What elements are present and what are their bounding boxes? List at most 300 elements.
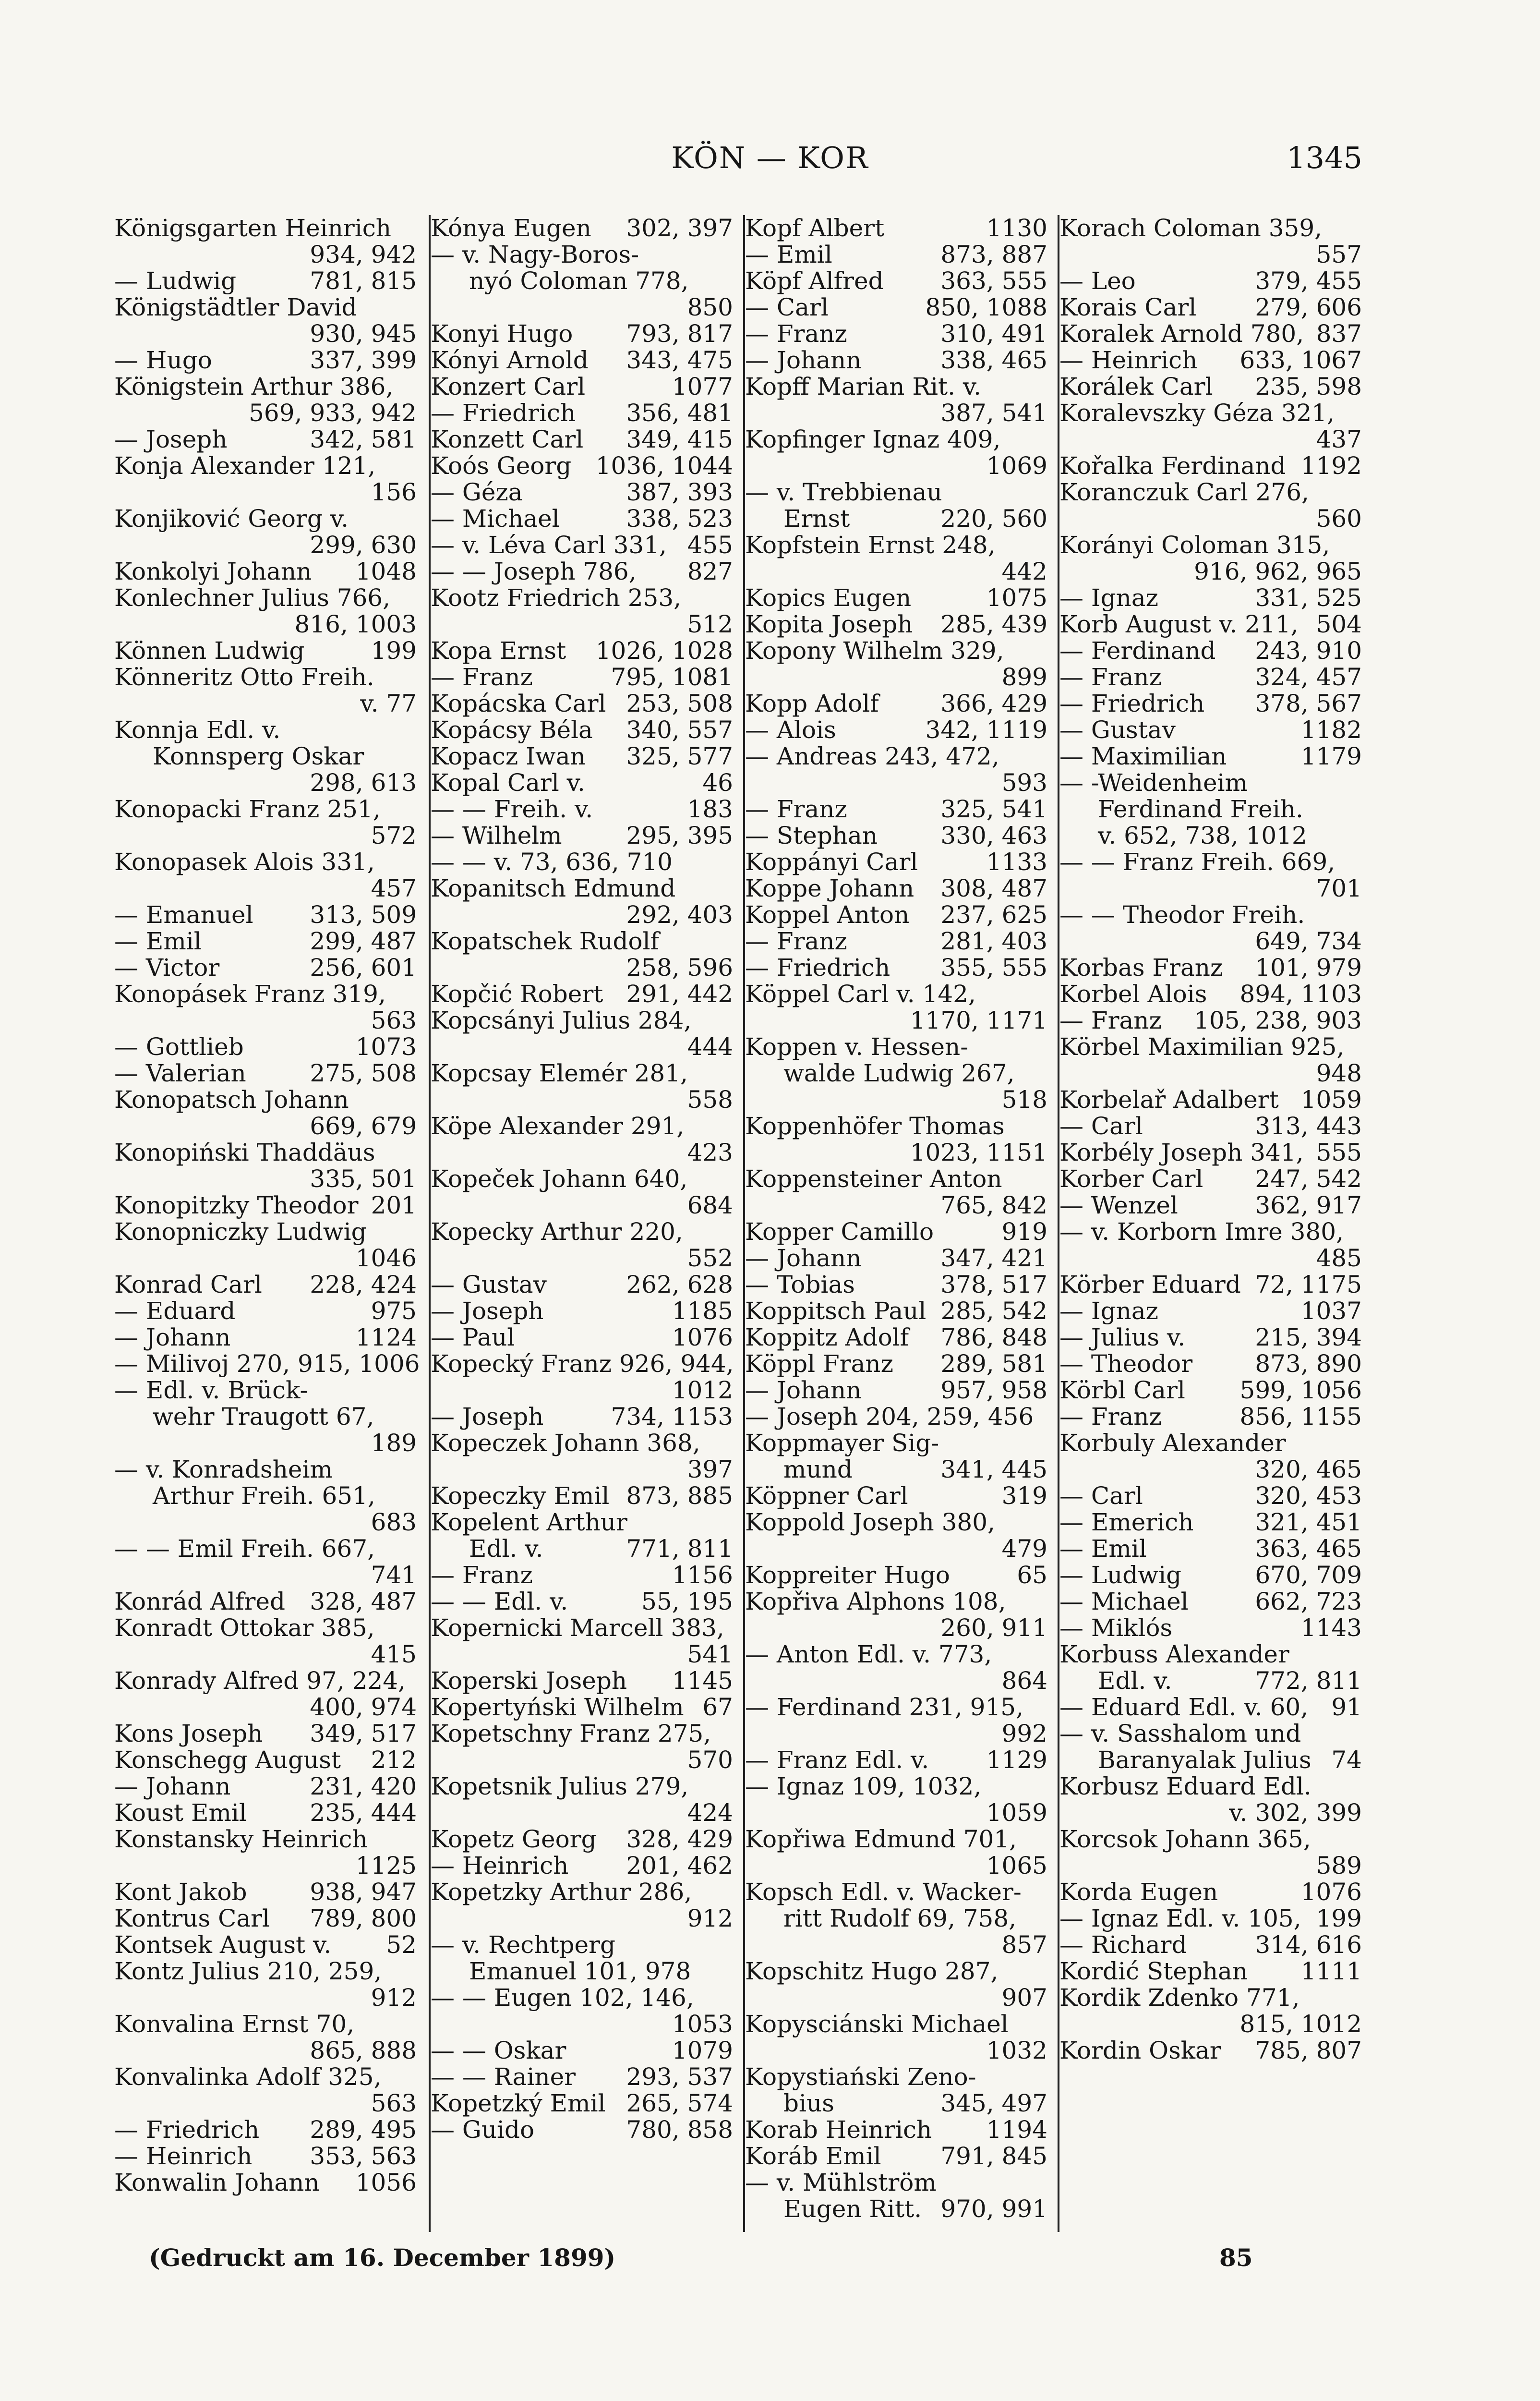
entry-name: — Johann — [114, 1772, 231, 1800]
entry-name: Kopertyński Wilhelm — [431, 1693, 684, 1721]
entry-name: Kopics Eugen — [745, 584, 912, 612]
entry-page-refs: 101, 979 — [1255, 954, 1362, 982]
entry-page-refs: 479 — [1001, 1535, 1047, 1563]
entry-page-refs: 857 — [1001, 1931, 1047, 1959]
index-entry — [745, 1589, 1047, 1641]
entry-page-refs: 201 — [371, 1191, 417, 1219]
index-entry — [114, 955, 417, 981]
entry-name: Koppitsch Paul — [745, 1297, 926, 1325]
index-entry — [431, 1958, 733, 1985]
entry-page-refs: 518 — [1001, 1086, 1047, 1114]
entry-name: — Edl. v. Brück- — [114, 1376, 308, 1404]
index-entry — [114, 558, 417, 585]
index-entry — [745, 1060, 1047, 1113]
entry-page-refs: 504 — [1316, 610, 1362, 638]
index-entry — [114, 1272, 417, 1298]
entry-name: Kopal Carl v. — [431, 769, 585, 797]
index-entry — [431, 2090, 733, 2117]
entry-name: Kopetz Georg — [431, 1825, 597, 1853]
entry-name: Königsgarten Heinrich — [114, 214, 391, 242]
entry-name: — Ignaz — [1059, 584, 1159, 612]
entry-page-refs: 873, 887 — [940, 241, 1047, 268]
entry-name: Köpe Alexander 291, — [431, 1112, 685, 1140]
index-entry — [114, 1826, 417, 1879]
index-entry — [745, 532, 1047, 585]
entry-page-refs: 1192 — [1300, 452, 1362, 480]
entry-name: Konyi Hugo — [431, 320, 573, 348]
entry-page-refs: 541 — [687, 1640, 733, 1668]
entry-page-refs: 485 — [1316, 1244, 1362, 1272]
entry-name: Korbuly Alexander — [1059, 1429, 1286, 1457]
entry-page-refs: 1073 — [355, 1033, 417, 1061]
index-entry — [431, 1007, 733, 1060]
entry-page-refs: 442 — [1001, 558, 1047, 585]
entry-page-refs: 328, 429 — [626, 1825, 733, 1853]
index-entry — [114, 1377, 417, 1404]
index-entry — [745, 875, 1047, 902]
entry-name: Korbelař Adalbert — [1059, 1086, 1279, 1114]
index-entry — [431, 796, 733, 823]
entry-name: Korbuss Alexander — [1059, 1640, 1289, 1668]
entry-page-refs: 310, 491 — [940, 320, 1047, 348]
entry-page-refs: 201, 462 — [626, 1852, 733, 1880]
entry-page-refs: 231, 420 — [310, 1772, 417, 1800]
entry-name: — Julius v. — [1059, 1323, 1186, 1351]
entry-page-refs: 243, 910 — [1255, 637, 1362, 665]
index-entry — [431, 2064, 733, 2090]
entry-page-refs: 1026, 1028 — [595, 637, 733, 665]
index-entry — [745, 2090, 1047, 2117]
index-column-3 — [743, 215, 1050, 2232]
index-entry — [431, 849, 733, 875]
entry-name: — Miklós — [1059, 1614, 1173, 1642]
index-entry — [114, 1087, 417, 1140]
entry-page-refs: 320, 465 — [1255, 1455, 1362, 1483]
entry-name: Konjiković Georg v. — [114, 505, 349, 533]
index-entry — [114, 1905, 417, 1932]
entry-page-refs: 247, 542 — [1255, 1165, 1362, 1193]
index-entry — [431, 1324, 733, 1351]
entry-name: — Ignaz — [1059, 1297, 1159, 1325]
entry-page-refs: 572 — [371, 822, 417, 849]
entry-name: Kopsch Edl. v. Wacker- — [745, 1878, 1022, 1906]
index-entry — [1059, 1747, 1362, 1773]
index-entry — [1059, 453, 1362, 479]
entry-page-refs: 560 — [1316, 505, 1362, 533]
entry-name: Koppel Anton — [745, 901, 910, 929]
entry-name: Kopystiański Zeno- — [745, 2063, 976, 2091]
entry-page-refs: 1032 — [986, 2037, 1047, 2064]
entry-page-refs: 338, 523 — [626, 505, 733, 533]
index-entry — [114, 1034, 417, 1060]
entry-name: Kootz Friedrich 253, — [431, 584, 682, 612]
entry-name: Koralek Arnold 780, — [1059, 320, 1304, 348]
index-entry — [1059, 1351, 1362, 1377]
entry-page-refs: 734, 1153 — [611, 1403, 733, 1431]
index-entry — [1059, 770, 1362, 796]
entry-name: Kopřiva Alphons 108, — [745, 1588, 1006, 1615]
entry-name: — Franz — [745, 927, 847, 955]
entry-page-refs: 907 — [1001, 1984, 1047, 2012]
entry-name: Kopschitz Hugo 287, — [745, 1957, 999, 1985]
entry-name: — Emanuel — [114, 901, 253, 929]
entry-name: Edl. v. — [469, 1535, 543, 1563]
index-entry — [431, 268, 733, 321]
entry-page-refs: 275, 508 — [310, 1059, 417, 1087]
entry-name: — Ignaz 109, 1032, — [745, 1772, 982, 1800]
entry-page-refs: 948 — [1316, 1059, 1362, 1087]
entry-name: Kopff Marian Rit. v. — [745, 373, 982, 400]
entry-page-refs: 558 — [687, 1086, 733, 1114]
entry-page-refs: 1170, 1171 — [910, 1006, 1047, 1034]
entry-page-refs: 786, 848 — [940, 1323, 1047, 1351]
index-entry — [114, 664, 417, 717]
entry-name: Ernst — [783, 505, 850, 533]
entry-name: Kopfinger Ignaz 409, — [745, 425, 1001, 453]
entry-page-refs: 670, 709 — [1255, 1561, 1362, 1589]
sheet-signature: 85 — [1219, 2243, 1253, 2272]
index-entry — [1059, 1166, 1362, 1192]
index-entry — [114, 1879, 417, 1905]
entry-name: — Ignaz Edl. v. 105, — [1059, 1904, 1301, 1932]
index-entry — [114, 849, 417, 902]
index-entry — [745, 743, 1047, 796]
index-entry — [745, 849, 1047, 875]
index-entry — [745, 1826, 1047, 1879]
index-entry — [745, 638, 1047, 691]
entry-name: — Joseph — [431, 1403, 544, 1431]
entry-page-refs: 314, 616 — [1255, 1931, 1362, 1959]
entry-name: — — Theodor Freih. — [1059, 901, 1305, 929]
entry-name: Kopita Joseph — [745, 610, 913, 638]
entry-name: — Leo — [1059, 267, 1136, 295]
entry-page-refs: 1053 — [672, 2010, 733, 2038]
entry-page-refs: 1077 — [672, 373, 733, 400]
index-entry — [745, 1905, 1047, 1958]
entry-page-refs: 46 — [702, 769, 733, 797]
entry-page-refs: 557 — [1316, 241, 1362, 268]
index-entry — [114, 1958, 417, 2011]
entry-name: — Gottlieb — [114, 1033, 244, 1061]
entry-page-refs: 331, 525 — [1255, 584, 1362, 612]
entry-name: Korányi Coloman 315, — [1059, 531, 1330, 559]
index-entry — [1059, 743, 1362, 770]
index-entry — [1059, 1324, 1362, 1351]
entry-name: Koperski Joseph — [431, 1667, 627, 1695]
index-entry — [745, 717, 1047, 743]
entry-name: — Carl — [745, 293, 829, 321]
index-entry — [1059, 1879, 1362, 1905]
index-entry — [114, 1773, 417, 1800]
index-entry — [745, 1272, 1047, 1298]
index-entry — [431, 1351, 733, 1404]
index-entry — [114, 1747, 417, 1773]
index-entry — [745, 242, 1047, 268]
entry-name: Köppl Franz — [745, 1350, 893, 1378]
entry-page-refs: 916, 962, 965 — [1194, 558, 1362, 585]
entry-page-refs: 281, 403 — [940, 927, 1047, 955]
entry-page-refs: 850 — [687, 293, 733, 321]
entry-page-refs: 1075 — [986, 584, 1047, 612]
entry-name: — Eduard — [114, 1297, 236, 1325]
entry-page-refs: 1048 — [355, 558, 417, 585]
index-entry — [745, 215, 1047, 242]
entry-page-refs: 308, 487 — [940, 874, 1047, 902]
index-entry — [1059, 823, 1362, 849]
entry-name: Kopetzký Emil — [431, 2089, 606, 2117]
entry-name: Kontz Julius 210, 259, — [114, 1957, 382, 1985]
entry-page-refs: 262, 628 — [626, 1271, 733, 1298]
entry-page-refs: 1143 — [1300, 1614, 1362, 1642]
index-entry — [431, 664, 733, 691]
entry-name: Kontrus Carl — [114, 1904, 270, 1932]
entry-page-refs: 899 — [1001, 663, 1047, 691]
entry-page-refs: 256, 601 — [310, 954, 417, 982]
entry-page-refs: 325, 577 — [626, 742, 733, 770]
index-entry — [745, 294, 1047, 321]
index-entry — [114, 506, 417, 558]
index-entry — [1059, 1694, 1362, 1721]
index-entry — [745, 611, 1047, 638]
entry-name: Konnsperg Oskar — [153, 742, 364, 770]
index-entry — [1059, 1034, 1362, 1087]
entry-page-refs: 957, 958 — [940, 1376, 1047, 1404]
index-entry — [431, 374, 733, 400]
entry-name: Köpf Alfred — [745, 267, 884, 295]
index-entry — [431, 1113, 733, 1166]
index-entry — [431, 2037, 733, 2064]
entry-page-refs: 349, 415 — [626, 425, 733, 453]
entry-name: Korber Carl — [1059, 1165, 1203, 1193]
entry-name: — Guido — [431, 2116, 535, 2144]
entry-name: Körber Eduard — [1059, 1271, 1241, 1298]
entry-page-refs: 873, 890 — [1255, 1350, 1362, 1378]
entry-page-refs: 362, 917 — [1255, 1191, 1362, 1219]
entry-page-refs: 649, 734 — [1255, 927, 1362, 955]
entry-name: Köppner Carl — [745, 1482, 908, 1510]
entry-name: — Ferdinand — [1059, 637, 1216, 665]
entry-page-refs: 789, 800 — [310, 1904, 417, 1932]
index-entry — [114, 2170, 417, 2196]
entry-name: Kopfstein Ernst 248, — [745, 531, 996, 559]
index-entry — [431, 1773, 733, 1826]
index-entry — [745, 426, 1047, 479]
entry-name: Kont Jakob — [114, 1878, 247, 1906]
index-entry — [431, 1879, 733, 1932]
entry-name: Korbély Joseph 341, — [1059, 1139, 1304, 1166]
entry-name: — v. Sasshalom und — [1059, 1720, 1301, 1747]
index-entry — [1059, 1721, 1362, 1747]
entry-page-refs: 289, 495 — [310, 2116, 417, 2144]
entry-page-refs: 1125 — [355, 1852, 417, 1880]
entry-name: Kopanitsch Edmund — [431, 874, 676, 902]
entry-page-refs: 313, 443 — [1255, 1112, 1362, 1140]
entry-name: Kopacz Iwan — [431, 742, 586, 770]
index-entry — [745, 796, 1047, 823]
index-entry — [745, 585, 1047, 611]
index-entry — [431, 1826, 733, 1853]
entry-name: — Franz — [431, 663, 533, 691]
entry-page-refs: 340, 557 — [626, 716, 733, 744]
entry-name: — Ludwig — [114, 267, 237, 295]
entry-name: Koust Emil — [114, 1799, 247, 1827]
entry-name: — — Emil Freih. 667, — [114, 1535, 375, 1563]
index-entry — [431, 1404, 733, 1430]
entry-page-refs: 795, 1081 — [611, 663, 733, 691]
index-entry — [745, 1483, 1047, 1509]
page-header — [0, 140, 1540, 193]
index-entry — [745, 1694, 1047, 1747]
entry-page-refs: 589 — [1316, 1852, 1362, 1880]
entry-page-refs: 335, 501 — [310, 1165, 417, 1193]
index-entry — [431, 743, 733, 770]
entry-page-refs: 341, 445 — [940, 1455, 1047, 1483]
entry-page-refs: 378, 517 — [940, 1271, 1047, 1298]
entry-name: Königstädtler David — [114, 293, 357, 321]
entry-page-refs: 363, 555 — [940, 267, 1047, 295]
index-entry — [114, 743, 417, 796]
index-entry — [745, 347, 1047, 374]
entry-name: — Carl — [1059, 1112, 1143, 1140]
entry-page-refs: 379, 455 — [1255, 267, 1362, 295]
entry-page-refs: 816, 1003 — [294, 610, 417, 638]
index-entry — [431, 321, 733, 347]
index-entry — [431, 823, 733, 849]
entry-name: Konopatsch Johann — [114, 1086, 349, 1114]
entry-page-refs: 378, 567 — [1255, 690, 1362, 717]
index-entry — [745, 1509, 1047, 1562]
entry-page-refs: 325, 541 — [940, 795, 1047, 823]
entry-name: Kopecký Franz 926, 944, — [431, 1350, 734, 1378]
entry-page-refs: 199 — [371, 637, 417, 665]
index-entry — [745, 1879, 1047, 1905]
index-entry — [745, 506, 1047, 532]
entry-page-refs: v. 77 — [360, 690, 417, 717]
entry-name: Kopetschny Franz 275, — [431, 1720, 711, 1747]
entry-page-refs: 569, 933, 942 — [249, 399, 417, 427]
entry-name: Korda Eugen — [1059, 1878, 1218, 1906]
index-entry — [114, 717, 417, 743]
entry-name: Kopelent Arthur — [431, 1508, 627, 1536]
entry-name: — Valerian — [114, 1059, 246, 1087]
entry-page-refs: 337, 399 — [310, 346, 417, 374]
entry-page-refs: 1145 — [672, 1667, 733, 1695]
entry-page-refs: 65 — [1017, 1561, 1047, 1589]
entry-name: Kordin Oskar — [1059, 2037, 1221, 2064]
entry-page-refs: 67 — [702, 1693, 733, 1721]
entry-name: — — Freih. v. — [431, 795, 593, 823]
page-footer — [149, 2243, 1378, 2282]
entry-name: Können Ludwig — [114, 637, 305, 665]
entry-name: Korcsok Johann 365, — [1059, 1825, 1311, 1853]
entry-page-refs: 873, 885 — [626, 1482, 733, 1510]
index-entry — [431, 928, 733, 981]
entry-name: — Johann — [745, 1244, 862, 1272]
entry-page-refs: 850, 1088 — [925, 293, 1047, 321]
index-entry — [431, 875, 733, 928]
entry-name: — Wilhelm — [431, 822, 562, 849]
page-number: 1345 — [1287, 140, 1362, 175]
entry-page-refs: 563 — [371, 2089, 417, 2117]
entry-page-refs: 423 — [687, 1139, 733, 1166]
index-entry — [431, 1668, 733, 1694]
entry-name: — Heinrich — [431, 1852, 569, 1880]
entry-name: — v. Trebbienau — [745, 478, 942, 506]
entry-page-refs: 457 — [371, 874, 417, 902]
entry-page-refs: 366, 429 — [940, 690, 1047, 717]
index-entry — [1059, 1219, 1362, 1272]
entry-page-refs: 912 — [687, 1904, 733, 1932]
entry-name: — Theodor — [1059, 1350, 1193, 1378]
entry-page-refs: 91 — [1331, 1693, 1362, 1721]
entry-name: Koppensteiner Anton — [745, 1165, 1002, 1193]
entry-name: Konopitzky Theodor — [114, 1191, 359, 1219]
entry-name: Körbl Carl — [1059, 1376, 1185, 1404]
entry-page-refs: 105, 238, 903 — [1194, 1006, 1362, 1034]
entry-page-refs: 785, 807 — [1255, 2037, 1362, 2064]
index-entry — [745, 1404, 1047, 1430]
index-entry — [1059, 1615, 1362, 1641]
index-entry — [1059, 294, 1362, 321]
index-entry — [1059, 479, 1362, 532]
entry-page-refs: 338, 465 — [940, 346, 1047, 374]
index-entry — [431, 479, 733, 506]
entry-name: ritt Rudolf 69, 758, — [783, 1904, 1017, 1932]
entry-name: Konwalin Johann — [114, 2169, 320, 2196]
entry-name: — Paul — [431, 1323, 515, 1351]
index-entry — [431, 1562, 733, 1589]
index-entry — [745, 981, 1047, 1034]
entry-name: Kopatschek Rudolf — [431, 927, 660, 955]
index-entry — [114, 453, 417, 506]
index-entry — [745, 1377, 1047, 1404]
entry-name: Edl. v. — [1098, 1667, 1172, 1695]
index-entry — [1059, 1272, 1362, 1298]
index-entry — [1059, 611, 1362, 638]
index-entry — [745, 823, 1047, 849]
index-entry — [745, 2064, 1047, 2090]
index-entry — [114, 1456, 417, 1483]
entry-page-refs: 215, 394 — [1255, 1323, 1362, 1351]
entry-page-refs: 864 — [1001, 1667, 1047, 1695]
index-entry — [114, 1483, 417, 1536]
entry-name: Kopernicki Marcell 383, — [431, 1614, 724, 1642]
index-entry — [1059, 1773, 1362, 1826]
entry-page-refs: 387, 393 — [626, 478, 733, 506]
entry-page-refs: 279, 606 — [1255, 293, 1362, 321]
entry-name: — Emil — [1059, 1535, 1147, 1563]
index-entry — [431, 1272, 733, 1298]
entry-name: Konzett Carl — [431, 425, 584, 453]
entry-name: — Carl — [1059, 1482, 1143, 1510]
entry-name: Konstansky Heinrich — [114, 1825, 368, 1853]
entry-page-refs: 299, 487 — [310, 927, 417, 955]
entry-name: — Johann — [745, 1376, 862, 1404]
index-entry — [745, 1456, 1047, 1483]
entry-page-refs: 1023, 1151 — [910, 1139, 1047, 1166]
entry-name: Kopácsy Béla — [431, 716, 593, 744]
index-entry — [1059, 1430, 1362, 1483]
entry-page-refs: 1133 — [986, 848, 1047, 876]
entry-name: — v. Rechtperg — [431, 1931, 616, 1959]
entry-name: — Friedrich — [431, 399, 576, 427]
entry-name: Korab Heinrich — [745, 2116, 932, 2144]
index-entry — [1059, 1536, 1362, 1562]
entry-name: — Ferdinand 231, 915, — [745, 1693, 1024, 1721]
entry-page-refs: 912 — [371, 1984, 417, 2012]
index-entry — [431, 2117, 733, 2143]
entry-page-refs: 780, 858 — [626, 2116, 733, 2144]
